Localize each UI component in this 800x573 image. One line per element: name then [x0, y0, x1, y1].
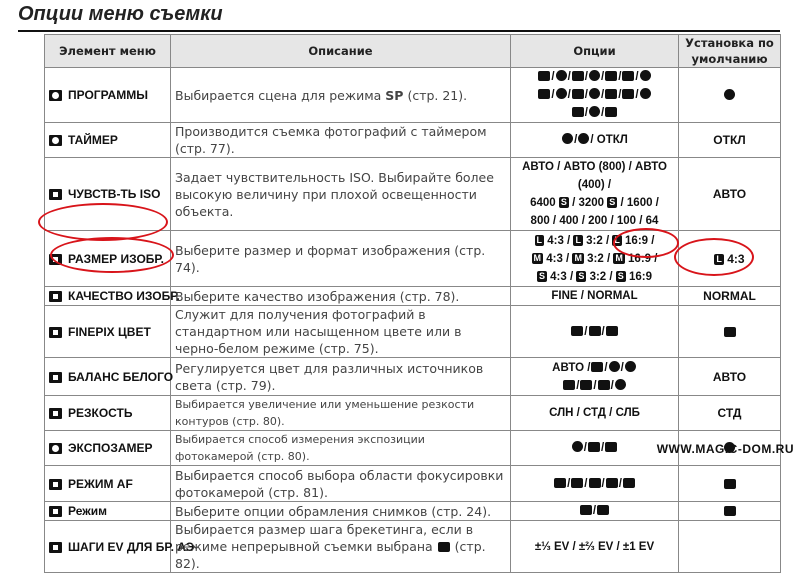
- framing-icon: [49, 506, 62, 517]
- table-row: ПРОГРАММЫ Выбирается сцена для режима SP (стр. 21). / / / / / / / / / / / / / /: [45, 68, 781, 123]
- table-row: РЕЖИМ AF Выбирается способ выбора области фокусировки фотокамерой (стр. 81). / / / /: [45, 466, 781, 502]
- table-row: Режим Выберите опции обрамления снимков (стр. 24). /: [45, 502, 781, 521]
- header-options: Опции: [511, 35, 679, 68]
- table-row: КАЧЕСТВО ИЗОБР. Выберите качество изображения (стр. 78). FINE / NORMAL NORMAL: [45, 287, 781, 306]
- ev-step-icon: [49, 542, 62, 553]
- scene-icon: [538, 71, 550, 81]
- auto-framing-icon: [724, 506, 736, 516]
- bracketing-icon: [438, 542, 450, 552]
- iso-icon: [49, 189, 62, 200]
- title-rule: [18, 30, 780, 32]
- camera-icon: [49, 90, 62, 101]
- menu-options-table: [44, 34, 781, 573]
- header-item: Элемент меню: [45, 35, 171, 68]
- table-header-row: [45, 35, 781, 68]
- af-center-icon: [724, 479, 736, 489]
- metering-icon: [49, 443, 62, 454]
- std-color-icon: [724, 327, 736, 337]
- table-row: РАЗМЕР ИЗОБР. Выберите размер и формат изображения (стр. 74). L 4:3 / L 3:2 / L 16:9 / M 4:3 / M 3:2 / M 16:9 / S 4:3 / S 3:2 / S 16:9 L 4:3: [45, 231, 781, 287]
- watermark: WWW.MAGIC-DOM.RU: [656, 442, 794, 456]
- scene-icons: / / / / / / / / / / / / / /: [511, 68, 679, 123]
- white-balance-icon: [49, 372, 62, 383]
- table-row: ШАГИ EV ДЛЯ БР. АЭ Выбирается размер шага брекетинга, если в режиме непрерывной съемки выбрана (стр. 82). ±⅓ EV / ±⅔ EV / ±1 EV: [45, 521, 781, 573]
- std-color-icon: [571, 326, 583, 336]
- header-description: Описание: [171, 35, 511, 68]
- sharpness-icon: [49, 408, 62, 419]
- table-row: РЕЗКОСТЬ Выбирается увеличение или уменьшение резкости контуров (стр. 80). СЛН / СТД / СЛБ СТД: [45, 396, 781, 431]
- image-size-icon: [49, 254, 62, 265]
- table-row: ТАЙМЕР Производится съемка фотографий с таймером (стр. 77). / / ОТКЛ ОТКЛ: [45, 123, 781, 158]
- af-mode-icon: [49, 479, 62, 490]
- timer-2s-icon: [578, 133, 589, 144]
- header-default: Установка по умолчанию: [679, 35, 781, 68]
- table-row: ЧУВСТВ-ТЬ ISO Задает чувствительность ISO. Выбирайте более высокую величину при плохой освещенности объекта. АВТО / АВТО (800) / АВТО (400) / 6400 S / 3200 S / 1600 / 800 / 400 / 200 / 100 / 64 АВТО: [45, 158, 781, 231]
- table-row: БАЛАНС БЕЛОГО Регулируется цвет для различных источников света (стр. 79). АВТО / / / / / / АВТО: [45, 358, 781, 396]
- table-row: FINEPIX ЦВЕТ Служит для получения фотографий в стандартном или насыщенном цвете или в черно-белом режиме (стр. 75). / /: [45, 306, 781, 358]
- finepix-color-icon: [49, 327, 62, 338]
- timer-10s-icon: [562, 133, 573, 144]
- night-mode-icon: [724, 89, 735, 100]
- page-title: Опции меню съемки: [18, 3, 223, 25]
- quality-icon: [49, 291, 62, 302]
- timer-icon: [49, 135, 62, 146]
- table-row: ЭКСПОЗАМЕР Выбирается способ измерения экспозиции фотокамерой (стр. 80). / /: [45, 431, 781, 466]
